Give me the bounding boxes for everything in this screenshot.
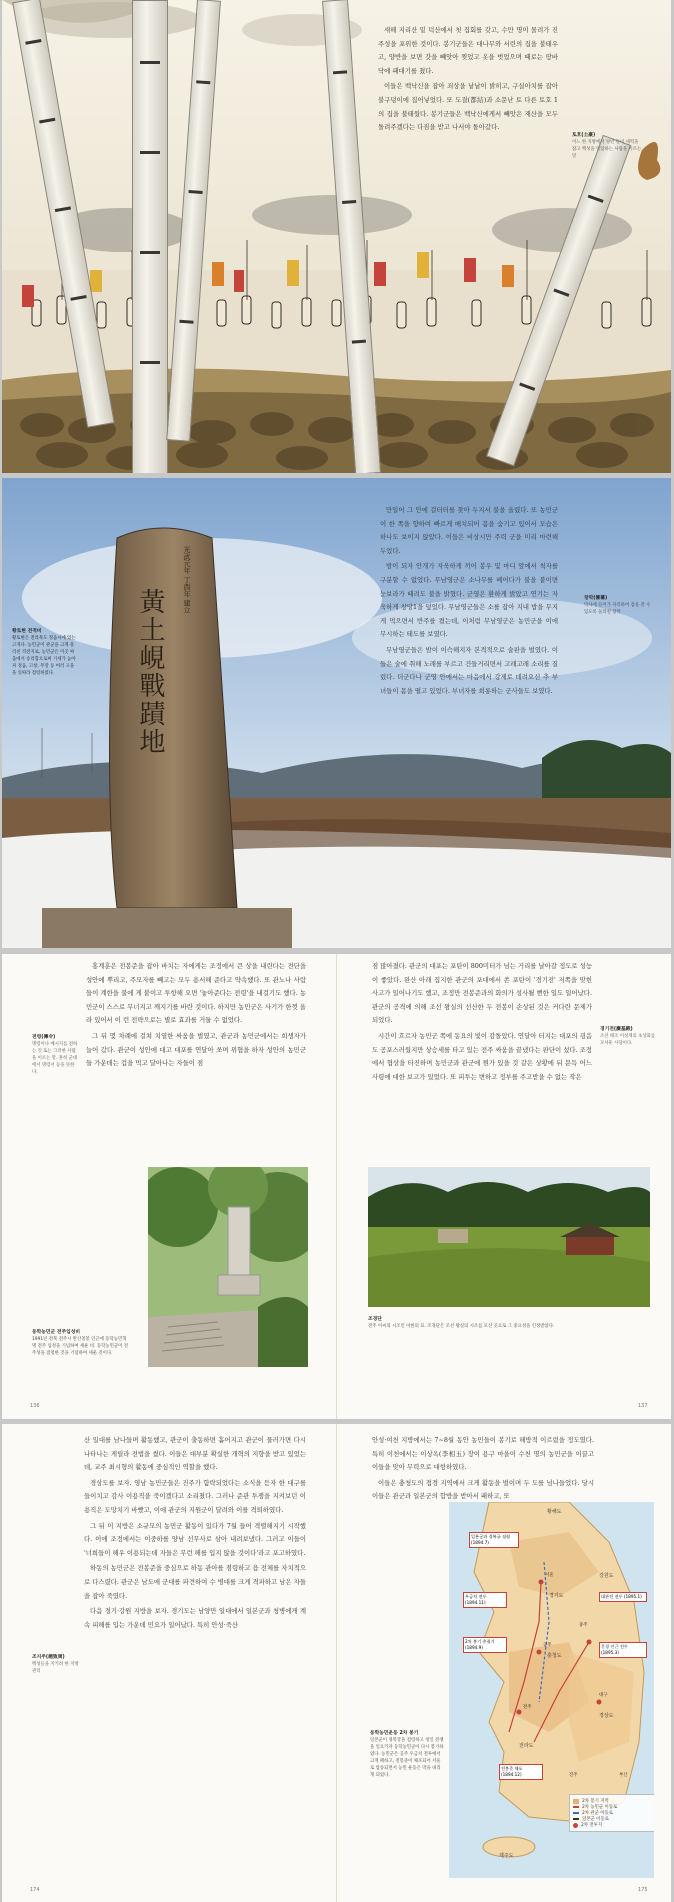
paragraph: 만일어 그 안에 걸터터를 찾아 두지서 불을 올렸다. 또 농민군이 한 쪽을 향하여 빠르게 매치되어 몸을 숨기고 있어서 모습은 하나도 보이지 않았다. 이들은 비상시만 주력 군을 미리 마련해 두었다. [380, 506, 558, 555]
note-title: 창막(營幕) [584, 596, 608, 601]
stele-photo [2, 478, 671, 948]
note-text: 백성들을 지키려 한 지방 관리 [32, 1662, 79, 1674]
paragraph: 무남영군들은 밤이 이슥해지자 본격적으로 술판을 벌였다. 이들은 술에 취해 노래를 부르고 건들거리면서 고래고래 소리를 질렀다. 더군다나 군영 안에서는 마음에서 강제로 데려오신 추 부녀들이 몸을 떨고 있었다. 부녀자를 희롱하는 군사들도 보였다. [380, 645, 558, 695]
caption-text: 일본군이 경복궁을 점령하고 청일 전쟁을 일으키자 동학농민군이 다시 봉기하였다. 농민군은 공주 우금치 전투에서 크게 패하고, 전봉준이 체포되어 서울로 압송되면서 농민 운동은 막을 내리게 되었다. [370, 1738, 444, 1778]
photo-caption [32, 1329, 128, 1357]
paragraph: 경상도를 보자. 영남 농민군들은 진주가 함락되었다는 소식을 듣자 한 대구를 들이치고 감사 이용직을 죽이겠다고 소리쳤다. 그러나 준관 투쟁을 지켜보던 이용직은 도망치기 바빴고, 이에 관군의 지원군이 달려와 이를 격퇴하였다. [84, 1478, 306, 1514]
note-title: 조지주(趙致周) [32, 1655, 65, 1660]
region-label: 강원도 [599, 1573, 614, 1579]
region-label: 제주도 [499, 1853, 514, 1859]
stele-inscription: 黃土峴戰蹟地 [135, 588, 165, 756]
region-label: 경기도 [549, 1593, 564, 1599]
monument-photo [148, 1167, 308, 1367]
paragraph: 이들은 충청도의 접경 지역에서 크게 활동을 벌이며 두 도를 넘나들었다. 당시 이들은 관군과 일본군의 합방을 받아서 패하고, 또 [372, 1478, 594, 1501]
note-title: 전령(傳令) [32, 1035, 56, 1040]
map-event-box: 우금치 전투 (1894.11) [463, 1592, 507, 1608]
caption-text: 황토현은 전라북도 정읍시에 있는 고개다. 농민군이 관군을 크게 물리친 격전지로, 농민군은 이곳 싸움에서 승리함으로써 기세가 높아져 정읍, 고창, 무장 등 여러 고을을 잇따라 점령하였다. [12, 636, 76, 676]
stele-side-inscription: 光武元年 丁酉年 建立 [183, 546, 191, 614]
paragraph: 이들은 백낙신을 잡아 죄상을 낱낱이 밝히고, 구실아치를 잡아 불구덩이에 집어넣었다. 또 도결(都結)과 소문난 토 다른 토호 1의 집을 불태웠다. 봉기군들은 백낙신에게서 빼앗은 재산을 모두 돌려주겠다는 다짐을 받고 나서야 돌아갔다. [378, 82, 558, 132]
city-label: 진주 [569, 1773, 578, 1778]
caption-title: 조경단 [368, 1317, 382, 1322]
body-text [380, 504, 558, 698]
paragraph: 새해 지리산 밑 덕산에서 첫 집회를 갖고, 수만 명이 몰려가 진주성을 포위한 것이다. 봉기군들은 대나무와 서린의 집을 불태우고, 양반을 보면 갓을 빼앗아 찢었고 옷을 벗었으며 때로는 땅바닥에 패대기를 쳤다. [378, 26, 558, 75]
note-text: 명령이나 메시지를 전하는 것 또는 그러한 사람을 이르는 말. 흔히 군대에서 명령서 등을 뜻한다. [32, 1042, 78, 1075]
spread-page-136-137 [2, 954, 671, 1419]
paragraph: 하동의 농민군은 전봉준을 중심으로 하동 관아를 점령하고 읍 전체를 자치적으로 다스렸다. 관군은 남도에 군대를 파견하여 수 병대를 크게 격파하고 남은 자들을 잡아 죽였다. [84, 1564, 306, 1600]
legend-swatch [573, 1812, 579, 1814]
map-caption [370, 1730, 444, 1779]
map-event-box: 2차 봉기 총궐기 (1894.9) [463, 1637, 507, 1653]
city-label: 공주 [543, 1643, 552, 1648]
legend-label: 2차 관군 이동로 [582, 1811, 614, 1816]
photo-caption [12, 628, 76, 677]
city-label: 서울 [545, 1573, 554, 1578]
side-note [600, 1026, 660, 1047]
map-legend [569, 1794, 654, 1832]
tomb-park-photo [368, 1167, 650, 1307]
map-event-box: 일본군과 경복궁 점령 (1894.7) [469, 1532, 519, 1548]
paragraph: 그 뒤 몇 차례에 걸쳐 치열한 싸움을 벌였고, 관군과 농민군에서는 희생자가 늘어 갔다. 관군이 성안에 대고 대포를 연달아 쏘며 위협을 하자 성안의 농민군들 가운데는 겁을 먹고 달아나는 자들이 점 [86, 1031, 306, 1068]
page-number: 137 [638, 1403, 648, 1409]
map-event-box: 문경 인근 전투 (1895.3) [599, 1642, 647, 1658]
body-text [378, 24, 558, 135]
legend-label: 2차 전투지 [581, 1823, 603, 1828]
page-number: 174 [30, 1887, 40, 1893]
legend-swatch [573, 1799, 579, 1804]
note-text: 막사에 들어가 자리하여 잠을 잘 수 있도록 둘러친 장막 [584, 603, 651, 615]
paragraph: 산 일대를 남나들며 활동했고, 관군이 출동하면 흩어지고 관군이 물러가면 다시 나타나는 게릴라 전법을 썼다. 이들은 대부분 확실한 개혁의 지향을 받고 있었는데, 교주 최시형의 활동에 중심적인 역할을 했다. [84, 1436, 306, 1472]
illustration-page [2, 0, 671, 473]
side-note [584, 595, 654, 616]
paragraph: 안성·여천 지방에서는 7~8월 동안 농민들이 봉기로 해방적 이르렀을 정도였다. 특히 이천에서는 이상옥(李相玉) 장이 용구 마을이 수천 명의 농민군을 이끌고 이들을 맞아 무력으로 대항하였다. [372, 1436, 594, 1472]
city-label: 부산 [619, 1773, 628, 1778]
legend-swatch [573, 1823, 578, 1828]
caption-title: 황토현 전적비 [12, 629, 42, 634]
region-label: 전라도 [519, 1743, 534, 1749]
body-text-right [372, 960, 592, 1084]
region-label: 충청도 [547, 1653, 562, 1659]
note-title: 경기전(慶基殿) [600, 1027, 633, 1032]
page-number: 136 [30, 1403, 40, 1409]
paragraph: 점 많아졌다. 관군의 대포는 포탄이 800미터가 넘는 거리를 날아갈 정도로 성능이 좋았다. 완산 아래 집지한 관군의 포대에서 쏜 포탄이 '경기전' 저쪽을 맞힌 사고가 일어나기도 했고, 조정만 전봉준과의 화의가 성사될 뻔한 일도 일어났다. 관군의 공격에 의해 조선 왕실의 선산한 두 전봉이 손상된 것은 커다란 문제가 되었다. [372, 962, 592, 1025]
region-label: 경상도 [599, 1713, 614, 1719]
stele-photo-page [2, 478, 671, 948]
spine-divider [336, 1424, 337, 1902]
body-text-left [84, 1434, 306, 1632]
caption-text: 1991년 전북 전주시 완산칠봉 인근에 동학농민혁명 전주 입성을 기념하여 세운 비. 동학농민군이 전주성을 점령한 것을 기념하여 세운 것이다. [32, 1337, 128, 1356]
city-label: 충주 [579, 1623, 588, 1628]
body-text-left [86, 960, 306, 1071]
birch-trunk [132, 0, 168, 473]
body-text-right [372, 1434, 594, 1504]
spine-divider [336, 954, 337, 1419]
legend-label: 2차 봉기 지역 [582, 1799, 609, 1804]
side-note [32, 1034, 78, 1076]
legend-label: 일본군 이동로 [582, 1817, 609, 1822]
city-label: 대구 [599, 1693, 608, 1698]
note-title: 토호(土豪) [572, 133, 596, 138]
note-text: 어느 한 지방에서 양반 들이 세력을 잡고 백성을 억압하는 사람을 이르는 말 [572, 140, 642, 159]
paragraph: 홍계훈은 전봉준을 잡아 바치는 자에게는 조정에서 큰 상을 내린다는 전단을 성안에 뿌리고, 주모자를 빼고는 모두 용서해 준다고 약속했다. 또 관노나 사람들이 계한을 불에 게 붙이고 투항해 오면 '놓아준다는 전령'을 내걸기도 했다. 농민군이 스스로 무너지고 깨지기를 바란 것이다. 하지만 농민군은 사기가 한껏 올라 있어서 이 런 전략으로는 별로 효과를 거둘 수 없었다. [86, 962, 306, 1025]
paragraph: 그 뒤 이 지방은 소규모의 농민군 활동이 있다가 7월 들어 격렬해지기 시작했다. 이에 조정에서는 이중하를 양남 선무사로 삼아 내려보냈다. 그러고 이들이 '너희들이 해우 이용되는데 자들은 무런 해를 입지 않을 것이다'라고 포고하였다. [84, 1521, 306, 1557]
side-note [32, 1654, 80, 1675]
page-number: 175 [638, 1887, 648, 1893]
paragraph: 다음 경기·강원 지방을 보자. 경기도는 남양만 일대에서 일본군과 청병에게 계속 피해를 입는 가운데 민요가 일어났다. 특히 안성·죽산 [84, 1607, 306, 1629]
spread-page-174-175 [2, 1424, 671, 1902]
city-label: 전주 [523, 1705, 532, 1710]
region-label: 황해도 [547, 1509, 562, 1515]
legend-swatch [573, 1806, 579, 1808]
photo-caption [368, 1316, 650, 1330]
caption-title: 동학농민운동 2차 봉기 [370, 1731, 419, 1736]
legend-swatch [573, 1818, 579, 1820]
korea-map [449, 1502, 654, 1878]
note-text: 조선 태조 이성계의 초상화를 모셔둔 사당이다. [600, 1034, 656, 1046]
paragraph: 시간이 흐르자 농민군 쪽에 동요의 빛이 감돌았다. 연달아 터지는 대포의 굉음도 공포스러웠지만 상승세를 타고 있는 전주 싸움을 끝냈다는 판단이 섰다. 조정에서 협상을 타진하며 농민군과 관군에 뭔가 있을 것 같은 상황에 뒤 문득 어느 사령에 대한 보고가 있었다. 또 피투는 변하고 정부를 주고받을 수 없는 작은 [372, 1031, 592, 1081]
map-event-box: 전봉준 체포 (1894.12) [499, 1764, 543, 1780]
caption-text: 전주 이씨의 시조인 이한의 묘. 조경단은 조선 왕실의 시조를 모신 곳으로 그 중요성을 인정받았다. [368, 1324, 555, 1329]
map-event-box: 대관전 전투 (1895.1) [599, 1592, 647, 1602]
legend-item [573, 1822, 653, 1828]
side-note [572, 132, 642, 160]
caption-title: 동학농민군 전주입성비 [32, 1330, 81, 1335]
paragraph: 밤이 되자 안개가 자욱하게 끼어 봉우 및 마디 앞에서 척자를 구분할 수 없었다. 무남영군은 소나무를 베어다가 불을 붙이면 눈보라가 때려도 불을 밝혔다. 군영은 환하게 밝았고 연기는 자욱하게 창망1을 덮었다. 무남영군들은 소를 잡아 지내 밥을 무지게 먹으면서 반주를 켰는데, 이처럼 무남영군은 농민군을 이에 무시하는 태도를 보였다. [380, 562, 558, 639]
legend-label: 2차 농민군 이동로 [582, 1805, 618, 1810]
